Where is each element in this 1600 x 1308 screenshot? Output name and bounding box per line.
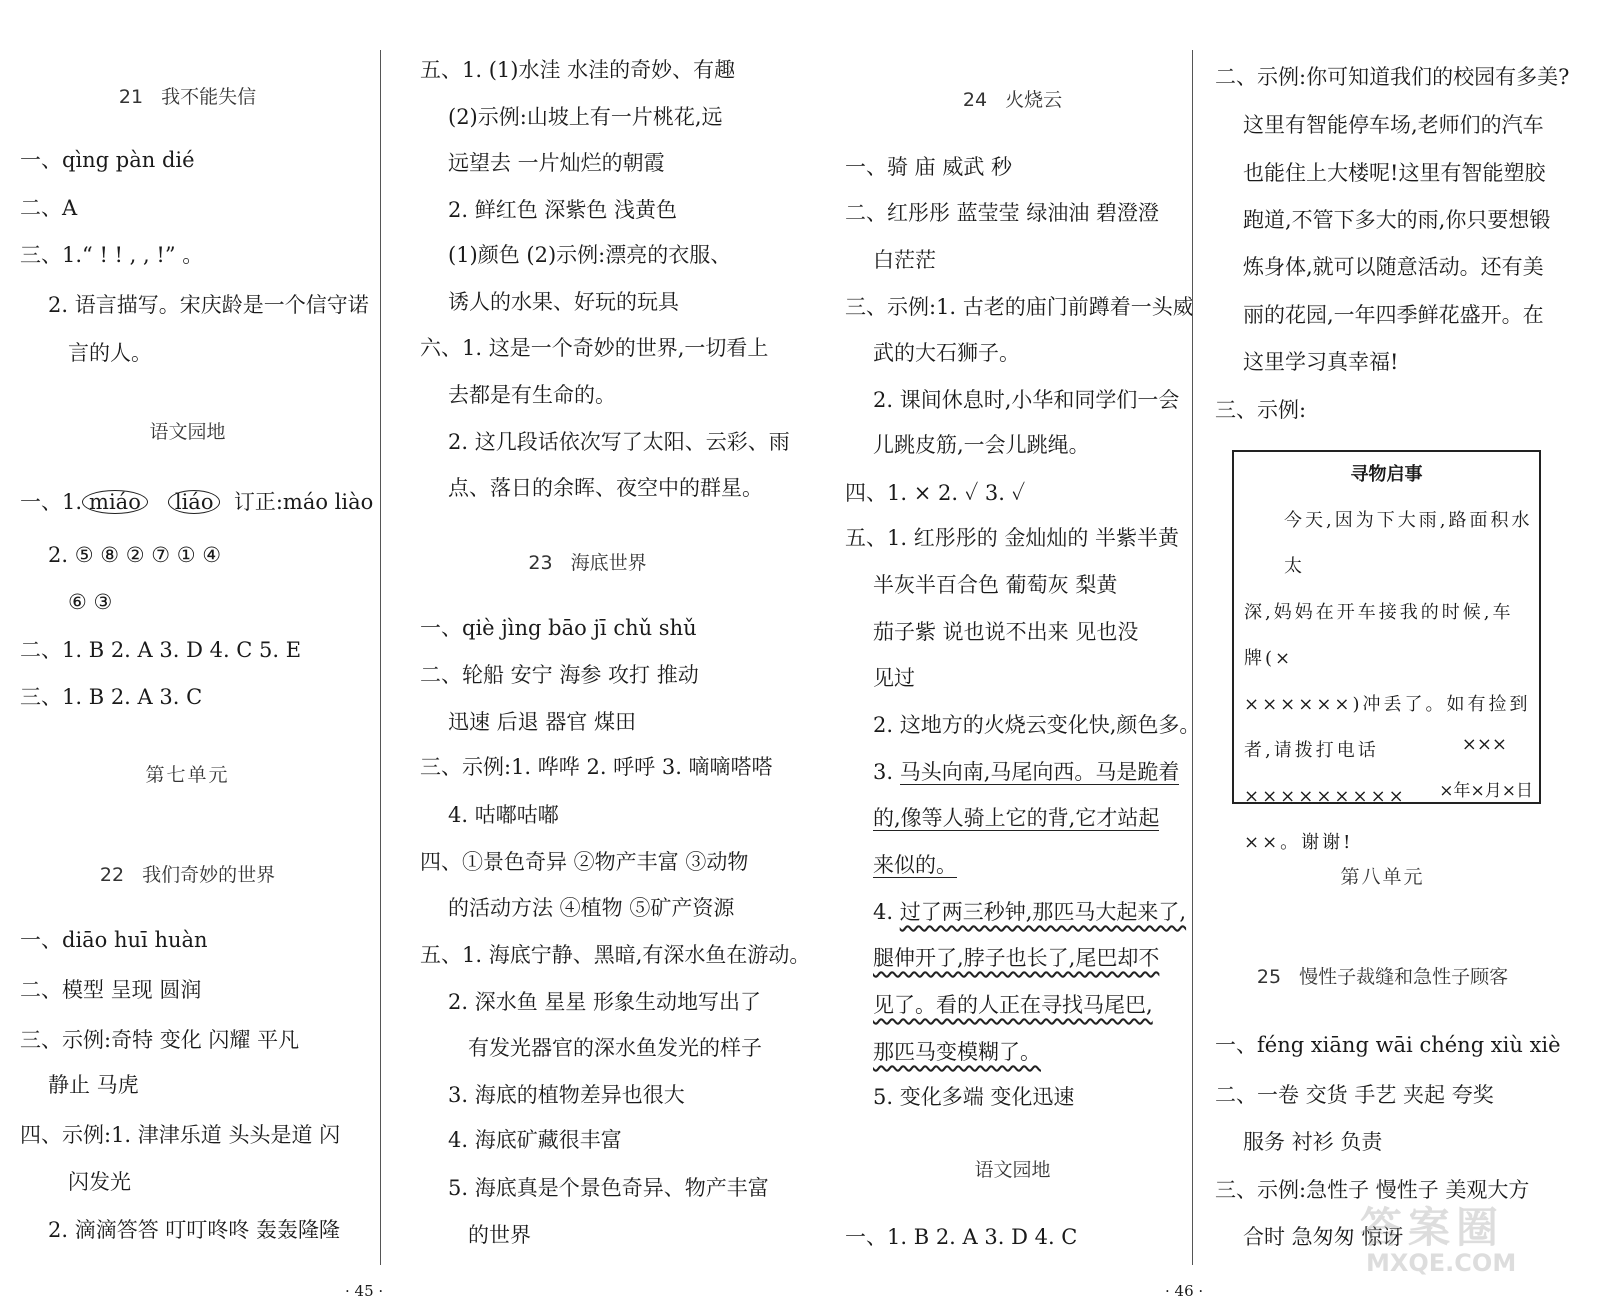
answer-line: 去都是有生命的。 [448, 383, 616, 407]
answer-line: 四、1. × 2. ✓ 3. ✓ [845, 481, 1026, 505]
answer-line: 二、轮船 安宁 海参 攻打 推动 [420, 663, 699, 687]
answer-line: 二、A [20, 196, 78, 220]
answer-line: 2. 这地方的火烧云变化快,颜色多。 [873, 713, 1201, 737]
answer-line: 这里学习真幸福! [1243, 350, 1399, 374]
answer-line: 2. 语言描写。宋庆龄是一个信守诺 [48, 293, 369, 317]
notice-line: ××。谢谢! [1244, 832, 1354, 853]
answer-line: 一、1. B 2. A 3. D 4. C [845, 1225, 1078, 1249]
unit-7-title: 第七单元 [145, 764, 230, 786]
answer-line: 一、féng xiāng wāi chéng xiù xiè [1215, 1033, 1561, 1057]
answer-line: 四、示例:1. 津津乐道 头头是道 闪 [20, 1123, 341, 1147]
notice-line: 今天,因为下大雨,路面积水太 [1284, 510, 1533, 577]
answer-line: 丽的花园,一年四季鲜花盛开。在 [1243, 303, 1544, 327]
underlined-text: 的,像等人骑上它的背,它才站起 [873, 806, 1160, 830]
answer-line [873, 850, 957, 880]
answer-line: 点、落日的余晖、夜空中的群星。 [448, 476, 763, 500]
lesson-24-title: 24 火烧云 [962, 89, 1063, 111]
column-right [400, 0, 811, 1260]
answer-line: 二、示例:你可知道我们的校园有多美? [1215, 65, 1570, 89]
lost-item-notice [1232, 450, 1541, 853]
answer-line: 一、diāo huī huàn [20, 928, 208, 952]
answer-line [873, 990, 1153, 1020]
answer-line: 茄子紫 说也说不出来 见也没 [873, 620, 1139, 644]
answer-line: 静止 马虎 [48, 1073, 139, 1097]
answer-line: 闪发光 [68, 1170, 131, 1194]
answer-line: 三、示例:奇特 变化 闪耀 平凡 [20, 1028, 300, 1052]
answer-line: 5. 海底真是个景色奇异、物产丰富 [448, 1176, 769, 1200]
answer-line: 也能住上大楼呢!这里有智能塑胶 [1243, 161, 1546, 185]
wavy-underlined-text: 过了两三秒钟,那匹马大起来了, [899, 900, 1187, 924]
answer-line: 炼身体,就可以随意活动。还有美 [1243, 255, 1544, 279]
underlined-text: 来似的。 [873, 853, 957, 877]
answer-line: 4. 过了两三秒钟,那匹马大起来了, [873, 900, 1187, 924]
lesson-23-title: 23 海底世界 [528, 552, 647, 574]
answer-line: 2. 滴滴答答 叮叮咚咚 轰轰隆隆 [48, 1218, 341, 1242]
answer-line: 合时 急匆匆 惊讶 [1243, 1225, 1404, 1249]
wavy-underlined-text: 腿伸开了,脖子也长了,尾巴却不 [873, 946, 1160, 970]
notice-title: 寻物启事 [1350, 464, 1423, 485]
answer-line: 儿跳皮筋,一会儿跳绳。 [873, 433, 1090, 457]
answer-line: 的世界 [468, 1223, 531, 1247]
answer-line: 迅速 后退 器官 煤田 [448, 710, 637, 734]
answer-line: 二、红彤彤 蓝莹莹 绿油油 碧澄澄 [845, 201, 1160, 225]
answer-line: 三、示例:1. 古老的庙门前蹲着一头威 [845, 295, 1194, 319]
answer-line: 言的人。 [68, 341, 152, 365]
notice-line: ××××××)冲丢了。如有捡到 [1244, 694, 1531, 715]
section-title-yuwen-yuandi: 语文园地 [974, 1159, 1051, 1181]
column-divider [1192, 50, 1193, 1265]
column-divider [380, 50, 381, 1265]
answer-line: 跑道,不管下多大的雨,你只要想锻 [1243, 208, 1551, 232]
answer-line: 二、一卷 交货 手艺 夹起 夸奖 [1215, 1083, 1494, 1107]
answer-line: 一、骑 庙 威武 秒 [845, 155, 1013, 179]
answer-line: 三、示例:急性子 慢性子 美观大方 [1215, 1178, 1530, 1202]
answer-line: 4. 海底矿藏很丰富 [448, 1128, 622, 1152]
lesson-22-title: 22 我们奇妙的世界 [99, 864, 276, 886]
answer-line [873, 803, 1159, 833]
answer-line: 五、1. 海底宁静、黑暗,有深水鱼在游动。 [420, 943, 811, 967]
page-number: · 46 · [1165, 1282, 1204, 1300]
answer-line: 半灰半百合色 葡萄灰 梨黄 [873, 573, 1118, 597]
answer-line: 三、示例:1. 哗哗 2. 呼呼 3. 嘀嘀嗒嗒 [420, 755, 773, 779]
notice-signature: ××× [1461, 734, 1507, 755]
answer-line: 诱人的水果、好玩的玩具 [448, 290, 679, 314]
answer-line: 武的大石狮子。 [873, 341, 1020, 365]
answer-line: 服务 衬衫 负责 [1243, 1130, 1383, 1154]
answer-line: 五、1. 红彤彤的 金灿灿的 半紫半黄 [845, 526, 1180, 550]
answer-line: (1)颜色 (2)示例:漂亮的衣服、 [448, 243, 732, 267]
notice-line: 者,请拨打电话××××××××× [1244, 740, 1407, 807]
notice-line: 深,妈妈在开车接我的时候,车牌(× [1244, 602, 1514, 669]
answer-line: 一、qìng pàn dié [20, 148, 195, 172]
answer-line: 二、1. B 2. A 3. D 4. C 5. E [20, 638, 302, 662]
answer-line: 远望去 一片灿烂的朝霞 [448, 151, 665, 175]
answer-line: 2. 深水鱼 星星 形象生动地写出了 [448, 990, 762, 1014]
answer-line: 五、1. (1)水洼 水洼的奇妙、有趣 [420, 58, 736, 82]
answer-line: 一、qiè jìng bāo jī chǔ shǔ [420, 616, 697, 640]
answer-line: 三、1. B 2. A 3. C [20, 685, 203, 709]
column-left [825, 0, 1200, 1260]
answer-line: 4. 咕嘟咕嘟 [448, 803, 559, 827]
answer-line: 这里有智能停车场,老师们的汽车 [1243, 113, 1544, 137]
answer-line: 三、示例: [1215, 398, 1307, 422]
answer-line: 5. 变化多端 变化迅速 [873, 1085, 1075, 1109]
answer-line [873, 1037, 1041, 1067]
answer-line: 2. 这几段话依次写了太阳、云彩、雨 [448, 430, 790, 454]
answer-line: 六、1. 这是一个奇妙的世界,一切看上 [420, 336, 769, 360]
answer-line: 2. 鲜红色 深紫色 浅黄色 [448, 198, 678, 222]
answer-line: ⑥ ③ [68, 590, 113, 614]
underlined-text: 马头向南,马尾向西。马是跪着 [899, 760, 1180, 784]
notice-body [1244, 498, 1534, 866]
circled-pinyin: liáo [168, 490, 221, 514]
circled-pinyin: miáo [82, 490, 148, 514]
section-title-yuwen-yuandi: 语文园地 [149, 421, 226, 443]
answer-line: 有发光器官的深水鱼发光的样子 [468, 1036, 762, 1060]
answer-line: 的活动方法 ④植物 ⑤矿产资源 [448, 896, 735, 920]
answer-line: (2)示例:山坡上有一片桃花,远 [448, 105, 723, 129]
watermark-logo: 答案圈 MXQE.COM [1360, 1203, 1517, 1277]
wavy-underlined-text: 见了。看的人正在寻找马尾巴, [873, 993, 1153, 1017]
answer-line: 四、①景色奇异 ②物产丰富 ③动物 [420, 850, 749, 874]
lesson-21-title: 21 我不能失信 [118, 86, 257, 108]
answer-line: 一、1. miáo liáo 订正:máo liào [20, 490, 374, 514]
answer-line: 2. ⑤ ⑧ ② ⑦ ① ④ [48, 543, 222, 567]
page-number: · 45 · [345, 1282, 384, 1300]
answer-line [873, 943, 1159, 973]
answer-line: 见过 [873, 666, 915, 690]
answer-line: 二、模型 呈现 圆润 [20, 978, 202, 1002]
lesson-25-title: 25 慢性子裁缝和急性子顾客 [1256, 966, 1509, 988]
column-left [0, 0, 375, 1260]
answer-line: 3. 海底的植物差异也很大 [448, 1083, 685, 1107]
wavy-underlined-text: 那匹马变模糊了。 [873, 1040, 1041, 1064]
notice-date: ×年×月×日 [1439, 781, 1533, 801]
answer-line: 3. 马头向南,马尾向西。马是跪着 [873, 760, 1180, 784]
answer-line: 白茫茫 [873, 248, 936, 272]
unit-8-title: 第八单元 [1340, 866, 1425, 888]
answer-line: 三、1.“ ! ! , , !” 。 [20, 243, 204, 267]
answer-line: 2. 课间休息时,小华和同学们一会 [873, 388, 1180, 412]
